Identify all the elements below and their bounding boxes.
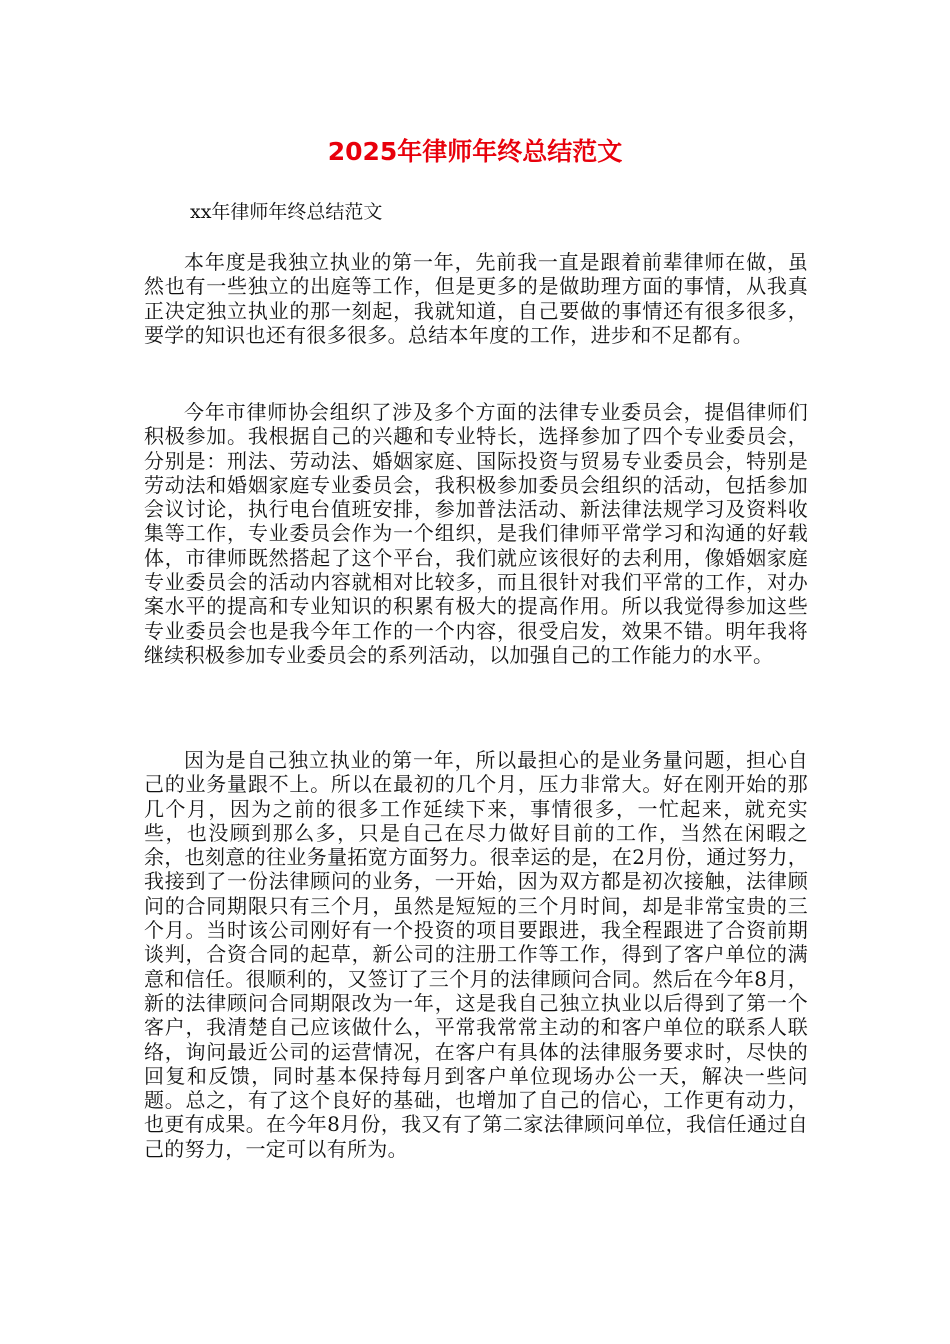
paragraph-3: 因为是自己独立执业的第一年，所以最担心的是业务量问题，担心自己的业务量跟不上。所以在最初的几个月，压力非常大。好在刚开始的那几个月，因为之前的很多工作延续下来，事情很多，一忙起来，就充实些，也没顾到那么多，只是自己在尽力做好目前的工作，当然在闲暇之余，也刻意的往业务量拓宽方面努力。很幸运的是，在2月份，通过努力，我接到了一份法律顾问的业务，一开始，因为双方都是初次接触，法律顾问的合同期限只有三个月，虽然是短短的三个月时间，却是非常宝贵的三个月。当时该公司刚好有一个投资的项目要跟进，我全程跟进了合资前期谈判，合资合同的起草，新公司的注册工作等工作，得到了客户单位的满意和信任。很顺利的，又签订了三个月的法律顾问合同。然后在今年8月，新的法律顾问合同期限改为一年，这是我自己独立执业以后得到了第一个客户，我清楚自己应该做什么，平常我常常主动的和客户单位的联系人联络，询问最近公司的运营情况，在客户有具体的法律服务要求时，尽快的回复和反馈，同时基本保持每月到客户单位现场办公一天，解决一些问题。总之，有了这个良好的基础，也增加了自己的信心，工作更有动力，也更有成果。在今年8月份，我又有了第二家法律顾问单位，我信任通过自己的努力，一定可以有所为。 bbox=[144, 748, 808, 1161]
paragraph-1: 本年度是我独立执业的第一年，先前我一直是跟着前辈律师在做，虽然也有一些独立的出庭等工作，但是更多的是做助理方面的事情，从我真正决定独立执业的那一刻起，我就知道，自己要做的事情还有很多很多，要学的知识也还有很多很多。总结本年度的工作，进步和不足都有。 bbox=[144, 250, 808, 347]
document-title: 2025年律师年终总结范文 bbox=[327, 137, 623, 166]
document-subtitle: xx年律师年终总结范文 bbox=[190, 201, 383, 223]
paragraph-2: 今年市律师协会组织了涉及多个方面的法律专业委员会，提倡律师们积极参加。我根据自己的兴趣和专业特长，选择参加了四个专业委员会，分别是：刑法、劳动法、婚姻家庭、国际投资与贸易专业委员会，特别是劳动法和婚姻家庭专业委员会，我积极参加委员会组织的活动，包括参加会议讨论，执行电台值班安排，参加普法活动、新法律法规学习及资料收集等工作，专业委员会作为一个组织，是我们律师平常学习和沟通的好载体，市律师既然搭起了这个平台，我们就应该很好的去利用，像婚姻家庭专业委员会的活动内容就相对比较多，而且很针对我们平常的工作，对办案水平的提高和专业知识的积累有极大的提高作用。所以我觉得参加这些专业委员会也是我今年工作的一个内容，很受启发，效果不错。明年我将继续积极参加专业委员会的系列活动，以加强自己的工作能力的水平。 bbox=[144, 400, 808, 667]
